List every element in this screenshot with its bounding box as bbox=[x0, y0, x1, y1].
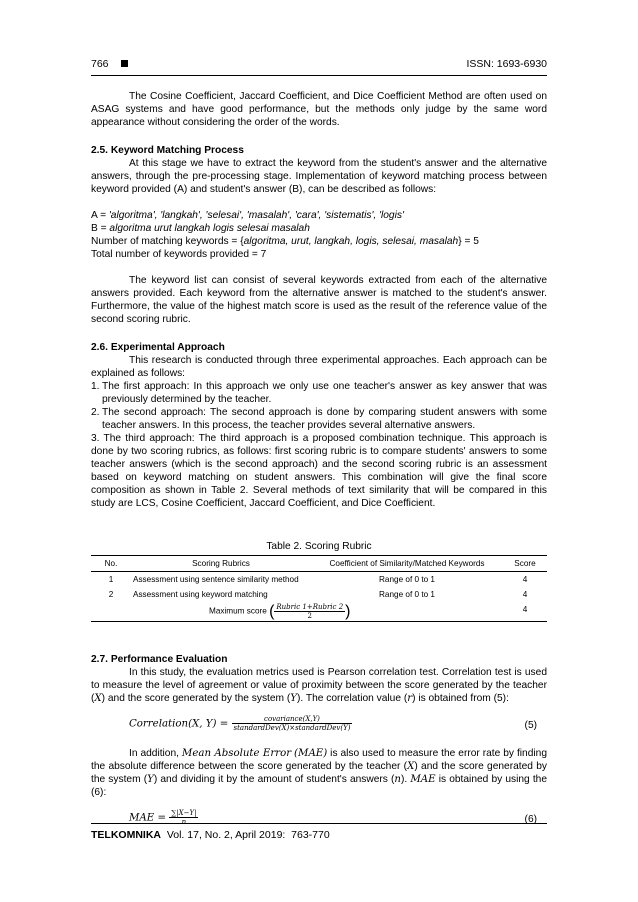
keyword-set-b: B = algoritma urut langkah logis selesai masalah bbox=[91, 223, 310, 234]
column-header: No. bbox=[91, 556, 131, 572]
equation-6: MAE = $\frac{\sum|X-Y|}{n}$ (6) bbox=[129, 809, 537, 826]
table-row-max-score bbox=[91, 602, 547, 622]
column-header: Score bbox=[503, 556, 547, 572]
table-cell: 4 bbox=[522, 590, 528, 599]
approach-list bbox=[91, 380, 547, 432]
section-2-7-paragraph-1: In this study, the evaluation metrics used is Pearson correlation test. Correlation test is used to measure the level of agreement or value of proximity between the score generated by the teacher (X) and the score generated by the system (Y). The correlation value (r) is obtained from (5): bbox=[91, 667, 547, 704]
max-score-formula: Maximum score ( $\frac{\text{Rubric 1+Rubric 2}}{2}$ ) bbox=[91, 602, 503, 622]
journal-name: TELKOMNIKA bbox=[91, 829, 161, 841]
section-2-6-heading: 2.6. Experimental Approach bbox=[91, 342, 225, 353]
equation-5: Correlation(X, Y) = $\frac{\text{covariance(X,Y)}}{\text{standardDev(X)×standardDev(Y)}}$ (5) bbox=[129, 715, 537, 732]
equation-6-number: (6) bbox=[524, 814, 537, 825]
table-cell: Range of 0 to 1 bbox=[379, 590, 435, 599]
footer-rule bbox=[91, 823, 547, 824]
approach-3-paragraph: 3. The third approach: The third approach is a proposed combination technique. This approach is done by two scoring rubrics, as follows: first scoring rubric is to compare students' answers to some teacher answers (which is the second approach) and the second scoring rubric is an assessment based on keyword matching on student answers. This combination will give the final score composition as shown in Table 2. Several methods of text similarity that will be compared in this study are LCS, Cosine Coefficient, Jaccard Coefficient, and Dice Coefficient. bbox=[91, 433, 547, 509]
section-2-7-paragraph-2: In addition, Mean Absolute Error (MAE) is also used to measure the error rate by finding the absolute difference between the score generated by the teacher (X) and the score generated by the system (Y) and dividing it by the amount of student's answers (n). MAE is obtained by using the (6): bbox=[91, 748, 547, 798]
equation-6-fraction: $\frac{\sum|X-Y|}{n}$ bbox=[171, 809, 197, 826]
list-item: 2. The second approach: The second approach is done by comparing student answers with some teacher answers. In this process, the teacher provides several alternative answers. bbox=[91, 407, 547, 431]
table-cell: 1 bbox=[108, 575, 114, 584]
square-bullet-icon bbox=[121, 60, 128, 67]
table-cell: 4 bbox=[522, 575, 528, 584]
section-2-5-paragraph: At this stage we have to extract the keyword from the student's answer and the alternative answers, through the pre-processing stage. Implementation of keyword matching process between keyword provided (A) and student's answer (B), can be described as follows: bbox=[91, 158, 547, 195]
section-2-6-paragraph: This research is conducted through three experimental approaches. Each approach can be explained as follows: bbox=[91, 355, 547, 379]
total-keywords: Total number of keywords provided = 7 bbox=[91, 249, 267, 260]
issn: ISSN: 1693-6930 bbox=[466, 58, 547, 70]
equation-5-number: (5) bbox=[524, 720, 537, 731]
running-footer bbox=[91, 829, 330, 841]
column-header: Scoring Rubrics bbox=[131, 556, 311, 572]
table-cell: Assessment using sentence similarity method bbox=[133, 575, 299, 584]
column-header: Coefficient of Similarity/Matched Keywords bbox=[311, 556, 503, 572]
running-header bbox=[91, 58, 547, 74]
table-cell: Range of 0 to 1 bbox=[379, 575, 435, 584]
section-2-5-heading: 2.5. Keyword Matching Process bbox=[91, 145, 244, 156]
intro-paragraph: The Cosine Coefficient, Jaccard Coefficient, and Dice Coefficient Method are often used on ASAG systems and have good performance, but the methods only judge by the same word appearance without considering the order of the words. bbox=[91, 91, 547, 128]
table-cell: 4 bbox=[503, 602, 547, 622]
journal-citation: Vol. 17, No. 2, April 2019: 763-770 bbox=[161, 829, 330, 841]
scoring-rubric-table bbox=[91, 555, 547, 622]
matching-keywords: Number of matching keywords = {algoritma, urut, langkah, logis, selesai, masalah} = 5 bbox=[91, 236, 479, 247]
main-content bbox=[91, 90, 547, 831]
equation-5-fraction: $\frac{\text{covariance(X,Y)}}{\text{standardDev(X)×standardDev(Y)}}$ bbox=[233, 715, 351, 732]
table-row bbox=[91, 587, 547, 602]
table-row bbox=[91, 572, 547, 588]
page-number: 766 bbox=[91, 58, 128, 70]
keyword-set-a: A = 'algoritma', 'langkah', 'selesai', 'masalah', 'cara', 'sistematis', 'logis' bbox=[91, 210, 404, 221]
table-cell: 2 bbox=[108, 590, 114, 599]
max-score-fraction: $\frac{\text{Rubric 1+Rubric 2}}{2}$ bbox=[276, 603, 344, 620]
table-header-row bbox=[91, 556, 547, 572]
list-item: 1. The first approach: In this approach we only use one teacher's answer as key answer that was previously determined by the teacher. bbox=[91, 381, 547, 405]
header-rule bbox=[91, 75, 547, 76]
section-2-7-heading: 2.7. Performance Evaluation bbox=[91, 654, 228, 665]
table-cell: Assessment using keyword matching bbox=[133, 590, 268, 599]
table-caption: Table 2. Scoring Rubric bbox=[266, 541, 372, 552]
section-2-5-paragraph-2: The keyword list can consist of several keywords extracted from each of the alternative answers provided. Each keyword from the alternative answer is matched to the student's answer. Furthermore, the value of the highest match score is used as the result of the reference value of the second scoring rubric. bbox=[91, 275, 547, 325]
